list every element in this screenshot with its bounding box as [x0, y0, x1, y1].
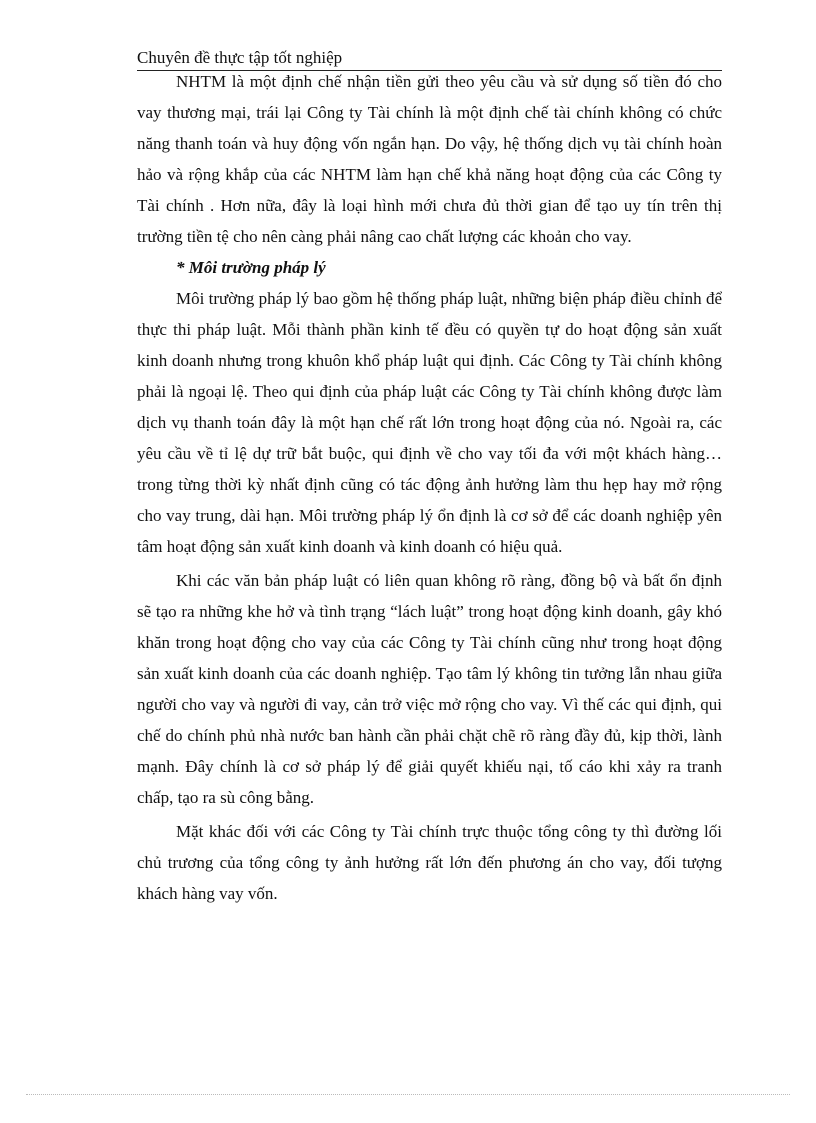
paragraph-unclear-legislation: Khi các văn bản pháp luật có liên quan không rõ ràng, đồng bộ và bất ổn định sẽ tạo ra những khe hở và tình trạng “lách luật” trong hoạt động kinh doanh, gây khó khăn trong hoạt động cho vay của các Công ty Tài chính cũng như trong hoạt động sản xuất kinh doanh của các doanh nghiệp. Tạo tâm lý không tin tưởng lẫn nhau giữa người cho vay và người đi vay, cản trở việc mở rộng cho vay. Vì thế các qui định, qui chế do chính phủ nhà nước ban hành cần phải chặt chẽ rõ ràng đầy đủ, kịp thời, lành mạnh. Đây chính là cơ sở pháp lý để giải quyết khiếu nại, tố cáo khi xảy ra tranh chấp, tạo ra sù công bằng.: [137, 571, 722, 807]
section-heading-legal-environment: * Môi trường pháp lý: [176, 258, 326, 277]
footer-divider: [26, 1094, 790, 1095]
document-body: [137, 66, 722, 909]
paragraph-parent-company-policy: Mặt khác đối với các Công ty Tài chính trực thuộc tổng công ty thì đường lối chủ trương của tổng công ty ảnh hưởng rất lớn đến phương án cho vay, đối tượng khách hàng vay vốn.: [137, 822, 722, 903]
paragraph-legal-environment: Môi trường pháp lý bao gồm hệ thống pháp luật, những biện pháp điều chỉnh để thực thi pháp luật. Mỗi thành phần kinh tế đều có quyền tự do hoạt động sản xuất kinh doanh nhưng trong khuôn khổ pháp luật qui định. Các Công ty Tài chính không phải là ngoại lệ. Theo qui định của pháp luật các Công ty Tài chính không được làm dịch vụ thanh toán đây là một hạn chế rất lớn trong hoạt động của nó. Ngoài ra, các yêu cầu về tỉ lệ dự trữ bắt buộc, qui định về cho vay tối đa với một khách hàng…trong từng thời kỳ nhất định cũng có tác động ảnh hưởng làm thu hẹp hay mở rộng cho vay trung, dài hạn. Môi trường pháp lý ổn định là cơ sở để các doanh nghiệp yên tâm hoạt động sản xuất kinh doanh và kinh doanh có hiệu quả.: [137, 289, 722, 556]
page-header: Chuyên đề thực tập tốt nghiệp: [137, 47, 722, 71]
paragraph-nhtm-comparison: NHTM là một định chế nhận tiền gửi theo yêu cầu và sử dụng số tiền đó cho vay thương mại, trái lại Công ty Tài chính là một định chế tài chính không có chức năng thanh toán và huy động vốn ngắn hạn. Do vậy, hệ thống dịch vụ tài chính hoàn hảo và rộng khắp của các NHTM làm hạn chế khả năng hoạt động của các Công ty Tài chính . Hơn nữa, đây là loại hình mới chưa đủ thời gian để tạo uy tín trên thị trường tiền tệ cho nên càng phải nâng cao chất lượng các khoản cho vay.: [137, 72, 722, 246]
